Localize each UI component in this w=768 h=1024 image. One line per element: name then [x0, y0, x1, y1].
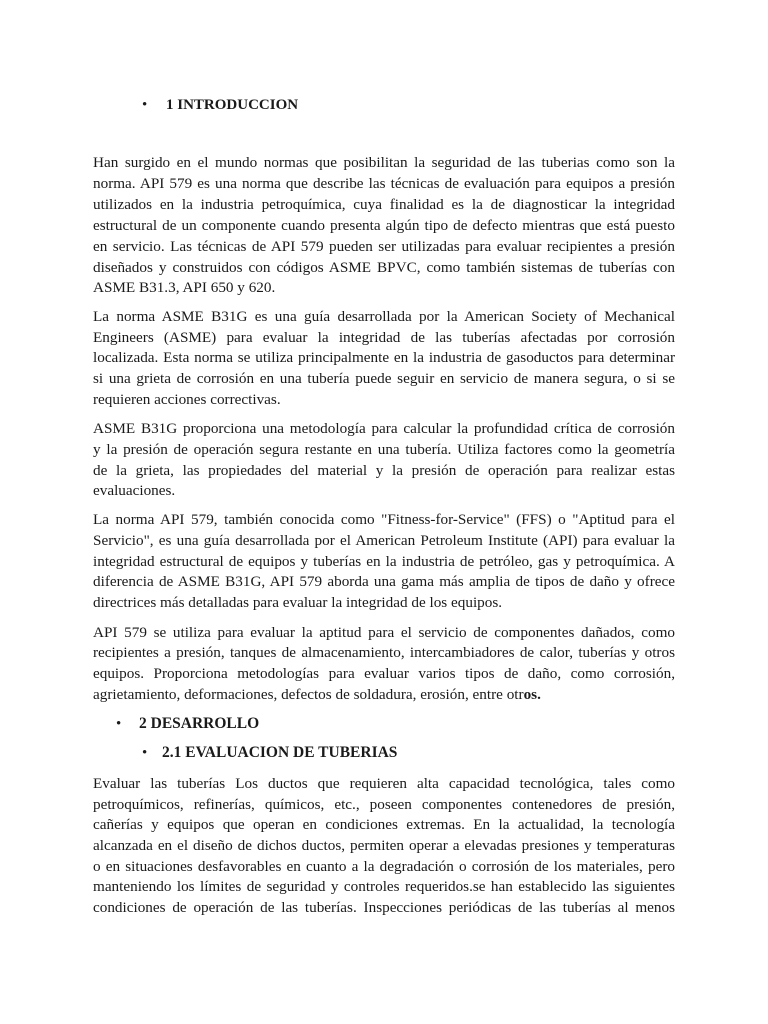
text-line: diferencia de ASME B31G, API 579 aborda una gama más amplia de tipos de daño y ofrece — [93, 573, 675, 590]
bullet-icon: • — [142, 745, 148, 761]
text-line: alcanzada en el diseño de dichos ductos, permiten operar a elevadas presiones y temperaturas — [93, 837, 675, 854]
text-line: agrietamiento, deformaciones, defectos de soldadura, erosión, entre otros. — [93, 686, 541, 703]
text-line: si una grieta de corrosión en una tubería puede seguir en servicio de manera segura, o si se — [93, 370, 675, 387]
text-line: directrices más detalladas para evaluar la integridad de los equipos. — [93, 594, 503, 611]
text-line: Han surgido en el mundo normas que posibilitan la seguridad de las tuberias como son la — [93, 154, 675, 171]
text-line: Evaluar las tuberías Los ductos que requieren alta capacidad tecnológica, tales como — [93, 775, 675, 792]
bullet-icon: • — [116, 716, 122, 732]
text-line: requieren acciones correctivas. — [93, 391, 281, 408]
text-line: o en situaciones desfavorables en cuanto a la degradación o corrosión de los materiales, pero — [93, 858, 675, 875]
text-line: integridad estructural de equipos y tuberías en la industria de petróleo, gas y petroquímica. A — [93, 553, 675, 570]
text-line: recipientes a presión, tanques de almacenamiento, intercambiadores de calor, tuberías y otros — [93, 644, 675, 661]
text-line: manteniendo los límites de seguridad y controles requeridos.se han establecido las siguientes — [93, 878, 675, 895]
heading-introduccion: 1 INTRODUCCION — [166, 97, 299, 113]
text-line: La norma ASME B31G es una guía desarrollada por la American Society of Mechanical — [93, 308, 675, 325]
text-line: equipos. Proporciona metodologías para evaluar varios tipos de daño, como corrosión, — [93, 665, 675, 682]
text-line: Engineers (ASME) para evaluar la integridad de las tuberías afectadas por corrosión — [93, 329, 675, 346]
text-line: en servicio. Las técnicas de API 579 pueden ser utilizadas para evaluar recipientes a presión — [93, 238, 675, 255]
text-line: evaluaciones. — [93, 482, 176, 499]
heading-evaluacion-de-tuberias: 2.1 EVALUACION DE TUBERIAS — [162, 744, 398, 761]
heading-desarrollo: 2 DESARROLLO — [139, 715, 260, 732]
text-line: ASME B31G proporciona una metodología para calcular la profundidad crítica de corrosión — [93, 420, 675, 437]
bullet-icon: • — [142, 97, 148, 113]
text-line: API 579 se utiliza para evaluar la aptitud para el servicio de componentes dañados, como — [93, 624, 675, 641]
text-line: localizada. Esta norma se utiliza principalmente en la industria de gasoductos para determinar — [93, 349, 675, 366]
text-line: norma. API 579 es una norma que describe las técnicas de evaluación para equipos a presión — [93, 175, 675, 192]
text-line: Servicio", es una guía desarrollada por el American Petroleum Institute (API) para evaluar la — [93, 532, 675, 549]
text-line: petroquímicos, refinerías, químicos, etc., poseen componentes contenedores de presión, — [93, 796, 675, 813]
text-line: utilizados en la industria petroquímica, cuya finalidad es la de diagnosticar la integridad — [93, 196, 675, 213]
text-line: condiciones de operación de las tuberías. Inspecciones periódicas de las tuberías al menos — [93, 899, 675, 916]
text-line: y la presión de operación segura restante en una tubería. Utiliza factores como la geometría — [93, 441, 675, 458]
text-line: diseñados y construidos con códigos ASME BPVC, como también sistemas de tuberías con — [93, 259, 675, 276]
text-line: cañerías y equipos que operan en condiciones extremas. En la actualidad, la tecnología — [93, 816, 675, 833]
text-line: ASME B31.3, API 650 y 620. — [93, 279, 276, 296]
text-line: La norma API 579, también conocida como "Fitness-for-Service" (FFS) o "Aptitud para el — [93, 511, 675, 528]
text-line: estructural de un componente cuando presenta algún tipo de defecto mientras que está puesto — [93, 217, 675, 234]
text-line: de la grieta, las propiedades del material y la presión de operación para realizar estas — [93, 462, 675, 479]
